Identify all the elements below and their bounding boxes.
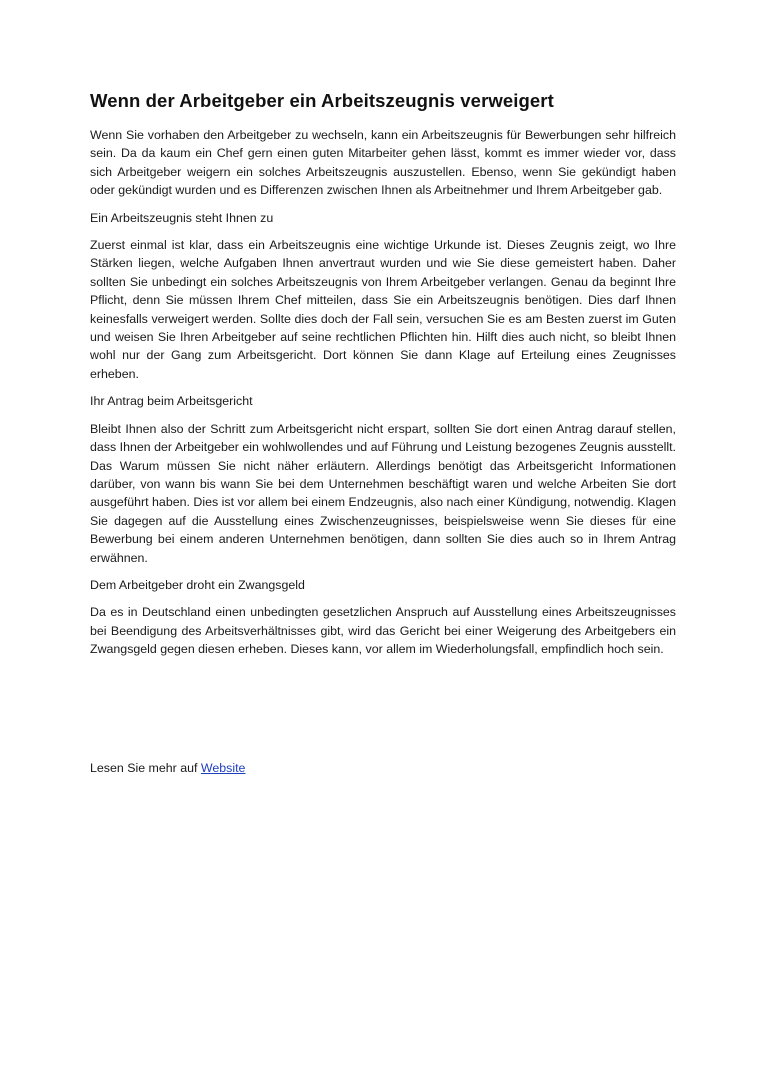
document-title: Wenn der Arbeitgeber ein Arbeitszeugnis verweigert <box>90 90 554 111</box>
document-body <box>90 90 676 668</box>
antrag-paragraph: Bleibt Ihnen also der Schritt zum Arbeitsgericht nicht erspart, sollten Sie dort einen Antrag darauf stellen, dass Ihnen der Arbeitgeber ein wohlwollendes und auf Führung und Leistung bezogenes Zeugnis ausstellt. Das Warum müssen Sie nicht näher erläutern. Allerdings benötigt das Arbeitsgericht Informationen darüber, von wann bis wann Sie bei dem Unternehmen beschäftigt waren und welche Arbeiten Sie dort ausgeführt haben. Dies ist vor allem bei einem Endzeugnis, also nach einer Kündigung, notwendig. Klagen Sie dagegen auf die Ausstellung eines Zwischenzeugnisses, beispielsweise wenn Sie dieses für eine Bewerbung bei einem anderen Unternehmen benötigen, dann sollten Sie dies auch so in Ihrem Antrag erwähnen. <box>90 421 676 565</box>
website-link[interactable]: Website <box>200 761 246 775</box>
section-heading-zwangsgeld: Dem Arbeitgeber droht ein Zwangsgeld <box>90 577 305 592</box>
zeugnis-paragraph: Zuerst einmal ist klar, dass ein Arbeitszeugnis eine wichtige Urkunde ist. Dieses Zeugnis zeigt, wo Ihre Stärken liegen, welche Aufgaben Ihnen anvertraut wurden und wie Sie diese gemeistert haben. Daher sollten Sie unbedingt ein solches Arbeitszeugnis von Ihrem Arbeitgeber verlangen. Genau da beginnt Ihre Pflicht, denn Sie müssen Ihrem Chef mitteilen, dass Sie ein Arbeitszeugnis benötigen. Dies darf Ihnen keinesfalls verweigert werden. Sollte dies doch der Fall sein, versuchen Sie es am Besten zuerst im Guten und weisen Sie Ihren Arbeitgeber auf seine rechtlichen Pflichten hin. Hilft dies auch nicht, so bleibt Ihnen wohl nur der Gang zum Arbeitsgericht. Dort können Sie dann Klage auf Erteilung eines Zeugnisses erheben. <box>90 238 676 381</box>
footer-line <box>90 759 245 777</box>
intro-paragraph: Wenn Sie vorhaben den Arbeitgeber zu wechseln, kann ein Arbeitszeugnis für Bewerbungen sehr hilfreich sein. Da da kaum ein Chef gern einen guten Mitarbeiter gehen lässt, kommt es immer wieder vor, dass sich Arbeitgeber weigern ein solches Arbeitszeugnis auszustellen. Ebenso, wenn Sie gekündigt haben oder gekündigt wurden und es Differenzen zwischen Ihnen als Arbeitnehmer und Ihrem Arbeitgeber gab. <box>90 128 676 198</box>
section-heading-antrag: Ihr Antrag beim Arbeitsgericht <box>90 394 253 409</box>
zwangsgeld-paragraph: Da es in Deutschland einen unbedingten gesetzlichen Anspruch auf Ausstellung eines Arbeitszeugnisses bei Beendigung des Arbeitsverhältnisses gibt, wird das Gericht bei einer Weigerung des Arbeitgebers ein Zwangsgeld gegen diesen erheben. Dieses kann, vor allem im Wiederholungsfall, empfindlich hoch sein. <box>90 605 676 657</box>
footer-text: Lesen Sie mehr auf <box>90 761 201 775</box>
section-heading-zeugnis: Ein Arbeitszeugnis steht Ihnen zu <box>90 210 274 225</box>
